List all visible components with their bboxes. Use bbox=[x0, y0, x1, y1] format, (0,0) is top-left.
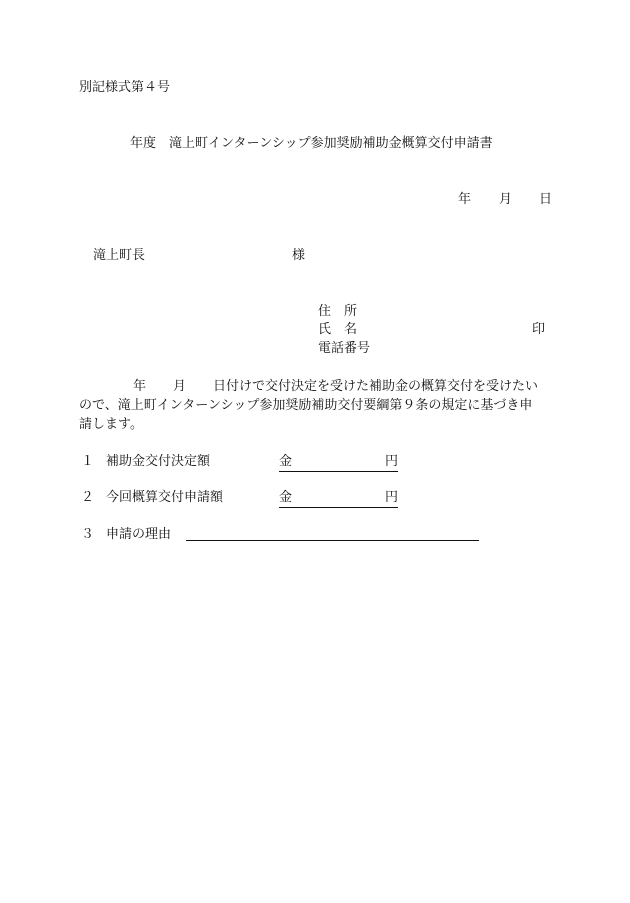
item-2-amount-prefix: 金 bbox=[279, 490, 293, 505]
body-line-1 bbox=[79, 377, 554, 396]
item-1-label: 補助金交付決定額 bbox=[106, 454, 211, 469]
item-1-amount-field[interactable] bbox=[279, 454, 398, 472]
item-1-amount-prefix: 金 bbox=[279, 454, 293, 469]
reason-input-line[interactable] bbox=[186, 540, 479, 541]
body-line-2: ので、滝上町インターンシップ参加奨励補助交付要綱第９条の規定に基づき申 bbox=[79, 398, 533, 413]
item-2-label: 今回概算交付申請額 bbox=[106, 490, 224, 505]
item-1-amount-suffix: 円 bbox=[384, 454, 398, 469]
item-2-number: ２ bbox=[81, 490, 95, 505]
body-line-1-text: 日付けで交付決定を受けた補助金の概算交付を受けたい bbox=[213, 379, 539, 394]
date-month-label: 月 bbox=[499, 192, 513, 207]
item-1-number: １ bbox=[81, 454, 95, 469]
item-2-amount-suffix: 円 bbox=[384, 490, 398, 505]
item-3-number: ３ bbox=[81, 527, 95, 542]
form-number: 別記様式第４号 bbox=[79, 80, 171, 95]
body-month-label: 月 bbox=[173, 379, 187, 394]
date-day-label: 日 bbox=[539, 192, 553, 207]
addressee-honorific: 様 bbox=[292, 248, 306, 263]
applicant-name-label: 氏 名 bbox=[318, 322, 358, 337]
applicant-address-label: 住 所 bbox=[318, 304, 358, 319]
addressee-name: 滝上町長 bbox=[93, 248, 146, 263]
item-2-amount-field[interactable] bbox=[279, 490, 398, 508]
body-year-label: 年 bbox=[133, 379, 147, 394]
body-line-3: 請します。 bbox=[79, 417, 143, 432]
body-paragraph bbox=[79, 377, 554, 434]
document-title: 年度 滝上町インターンシップ参加奨励補助金概算交付申請書 bbox=[130, 136, 493, 151]
seal-mark: 印 bbox=[532, 322, 546, 337]
applicant-phone-label: 電話番号 bbox=[318, 341, 371, 356]
date-year-label: 年 bbox=[458, 192, 472, 207]
item-3-label: 申請の理由 bbox=[106, 527, 172, 542]
